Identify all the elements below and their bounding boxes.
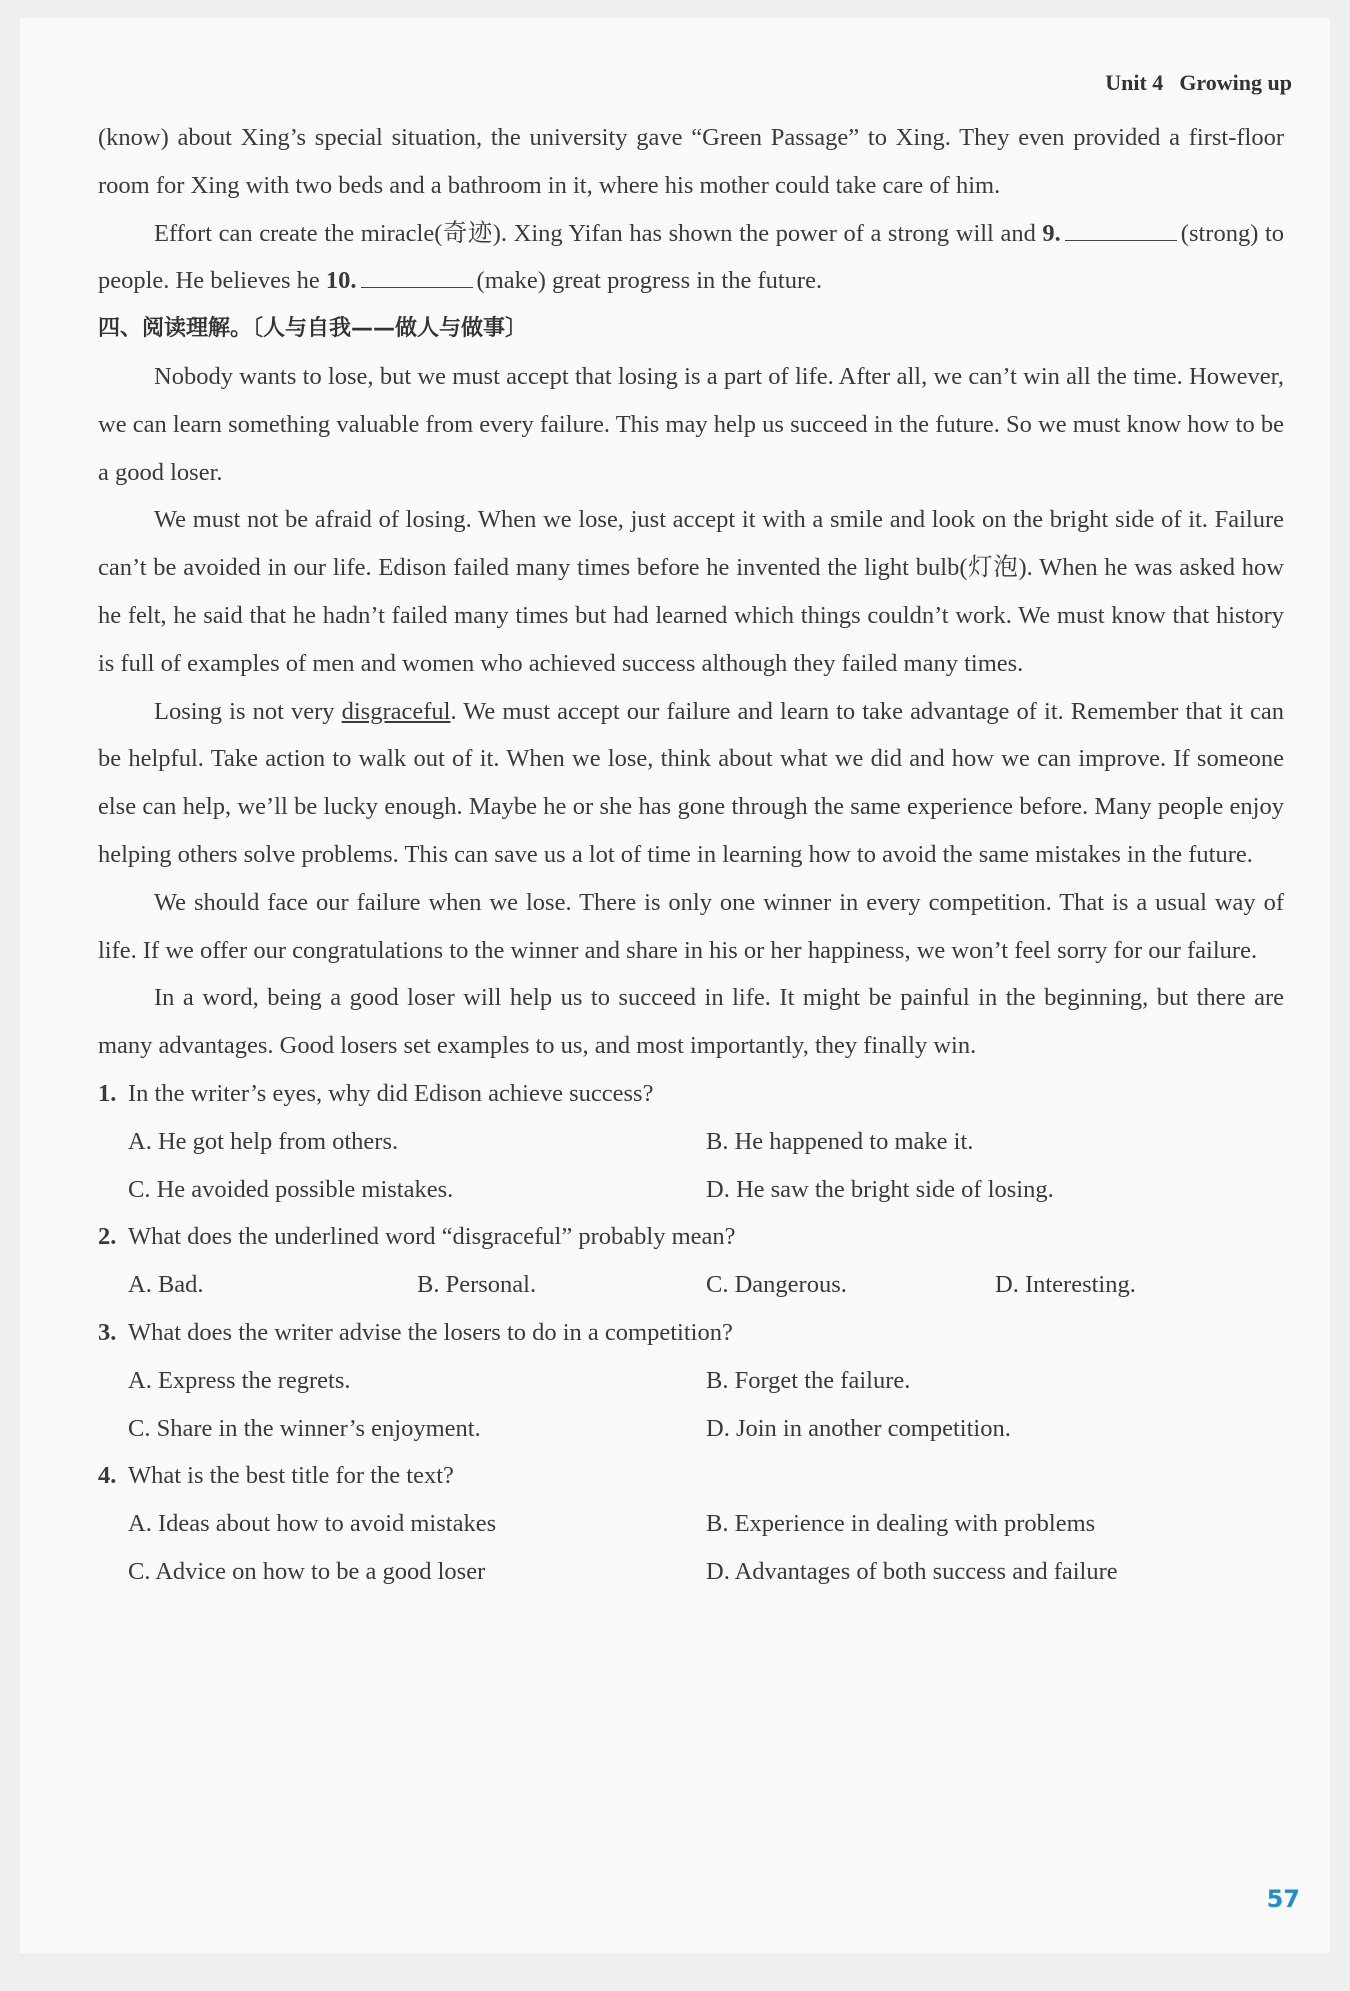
question-number: 2.: [98, 1223, 117, 1251]
question-4: [98, 1452, 1284, 1595]
question-number: 3.: [98, 1318, 117, 1346]
question-1: [98, 1070, 1284, 1213]
answer-blank-9[interactable]: [1065, 214, 1177, 241]
question-text: What does the writer advise the losers to do in a competition?: [128, 1318, 733, 1346]
para3-after: . We must accept our failure and learn to take advantage of it. Remember that it can be helpful. Take action to walk out of it. When we lose, think about what we did and how we can improve. If someone else can help, we’ll be lucky enough. Maybe he or she has gone through the same experience before. Many people enjoy helping others solve problems. This can save us a lot of time in learning how to avoid the same mistakes in the future.: [98, 697, 1284, 868]
question-text: What is the best title for the text?: [128, 1462, 454, 1490]
option-c[interactable]: C. Share in the winner’s enjoyment.: [128, 1414, 481, 1442]
page-number: 57: [1266, 1885, 1300, 1913]
effort-text-2: (strong) to people. He believes he: [98, 219, 1285, 295]
effort-text-3: (make) great progress in the future.: [476, 267, 823, 295]
option-a[interactable]: A. He got help from others.: [128, 1127, 399, 1155]
question-text: In the writer’s eyes, why did Edison achieve success?: [128, 1079, 654, 1107]
effort-paragraph: [98, 210, 1284, 306]
reading-paragraph-5: In a word, being a good loser will help us to succeed in life. It might be painful in the beginning, but there are many advantages. Good losers set examples to us, and most importantly, they finally win.: [98, 984, 1284, 1060]
page-content: [98, 114, 1284, 1596]
section-title: 四、阅读理解。〔人与自我——做人与做事〕: [98, 316, 528, 342]
continued-passage: (know) about Xing’s special situation, the university gave “Green Passage” to Xing. They even provided a first-floor room for Xing with two beds and a bathroom in it, where his mother could take care of him.: [98, 124, 1284, 199]
option-a[interactable]: A. Express the regrets.: [128, 1366, 351, 1394]
reading-paragraph-4: We should face our failure when we lose. There is only one winner in every competition. That is a usual way of life. If we offer our congratulations to the winner and share in his or her happiness, we won’t feel sorry for our failure.: [98, 888, 1284, 964]
option-d[interactable]: D. He saw the bright side of losing.: [706, 1175, 1054, 1203]
option-b[interactable]: B. He happened to make it.: [706, 1127, 974, 1155]
reading-paragraph-2: We must not be afraid of losing. When we lose, just accept it with a smile and look on the bright side of it. Failure can’t be avoided in our life. Edison failed many times before he invented the light bulb(灯泡). When he was asked how he felt, he said that he hadn’t failed many times but had learned which things couldn’t work. We must know that history is full of examples of men and women who achieved success although they failed many times.: [98, 506, 1284, 677]
unit-title: Growing up: [1179, 70, 1292, 95]
option-d[interactable]: D. Advantages of both success and failure: [706, 1557, 1118, 1585]
reading-paragraph-1: Nobody wants to lose, but we must accept that losing is a part of life. After all, we can’t win all the time. However, we can learn something valuable from every failure. This may help us succeed in the future. So we must know how to be a good loser.: [98, 362, 1284, 486]
running-header: [1089, 70, 1292, 96]
unit-label: Unit 4: [1105, 70, 1164, 95]
worksheet-page: [20, 18, 1330, 1953]
question-2: [98, 1213, 1284, 1309]
question-text: What does the underlined word “disgraceful” probably mean?: [128, 1223, 736, 1251]
option-c[interactable]: C. Dangerous.: [706, 1271, 847, 1299]
blank-number-9: 9.: [1042, 219, 1061, 247]
option-d[interactable]: D. Interesting.: [995, 1271, 1136, 1299]
option-b[interactable]: B. Experience in dealing with problems: [706, 1510, 1096, 1538]
option-a[interactable]: A. Bad.: [128, 1271, 204, 1299]
question-number: 4.: [98, 1462, 117, 1490]
option-b[interactable]: B. Forget the failure.: [706, 1366, 911, 1394]
effort-text-1: Effort can create the miracle(奇迹). Xing Yifan has shown the power of a strong will and: [154, 219, 1036, 247]
question-3: [98, 1309, 1284, 1452]
blank-number-10: 10.: [325, 267, 357, 295]
option-d[interactable]: D. Join in another competition.: [706, 1414, 1011, 1442]
option-b[interactable]: B. Personal.: [417, 1271, 537, 1299]
reading-paragraph-3: [98, 688, 1284, 879]
answer-blank-10[interactable]: [361, 261, 473, 288]
option-c[interactable]: C. Advice on how to be a good loser: [128, 1557, 486, 1585]
question-number: 1.: [98, 1079, 117, 1107]
underlined-word: disgraceful: [341, 697, 451, 725]
option-c[interactable]: C. He avoided possible mistakes.: [128, 1175, 454, 1203]
para3-before: Losing is not very: [154, 697, 342, 725]
option-a[interactable]: A. Ideas about how to avoid mistakes: [128, 1510, 497, 1538]
